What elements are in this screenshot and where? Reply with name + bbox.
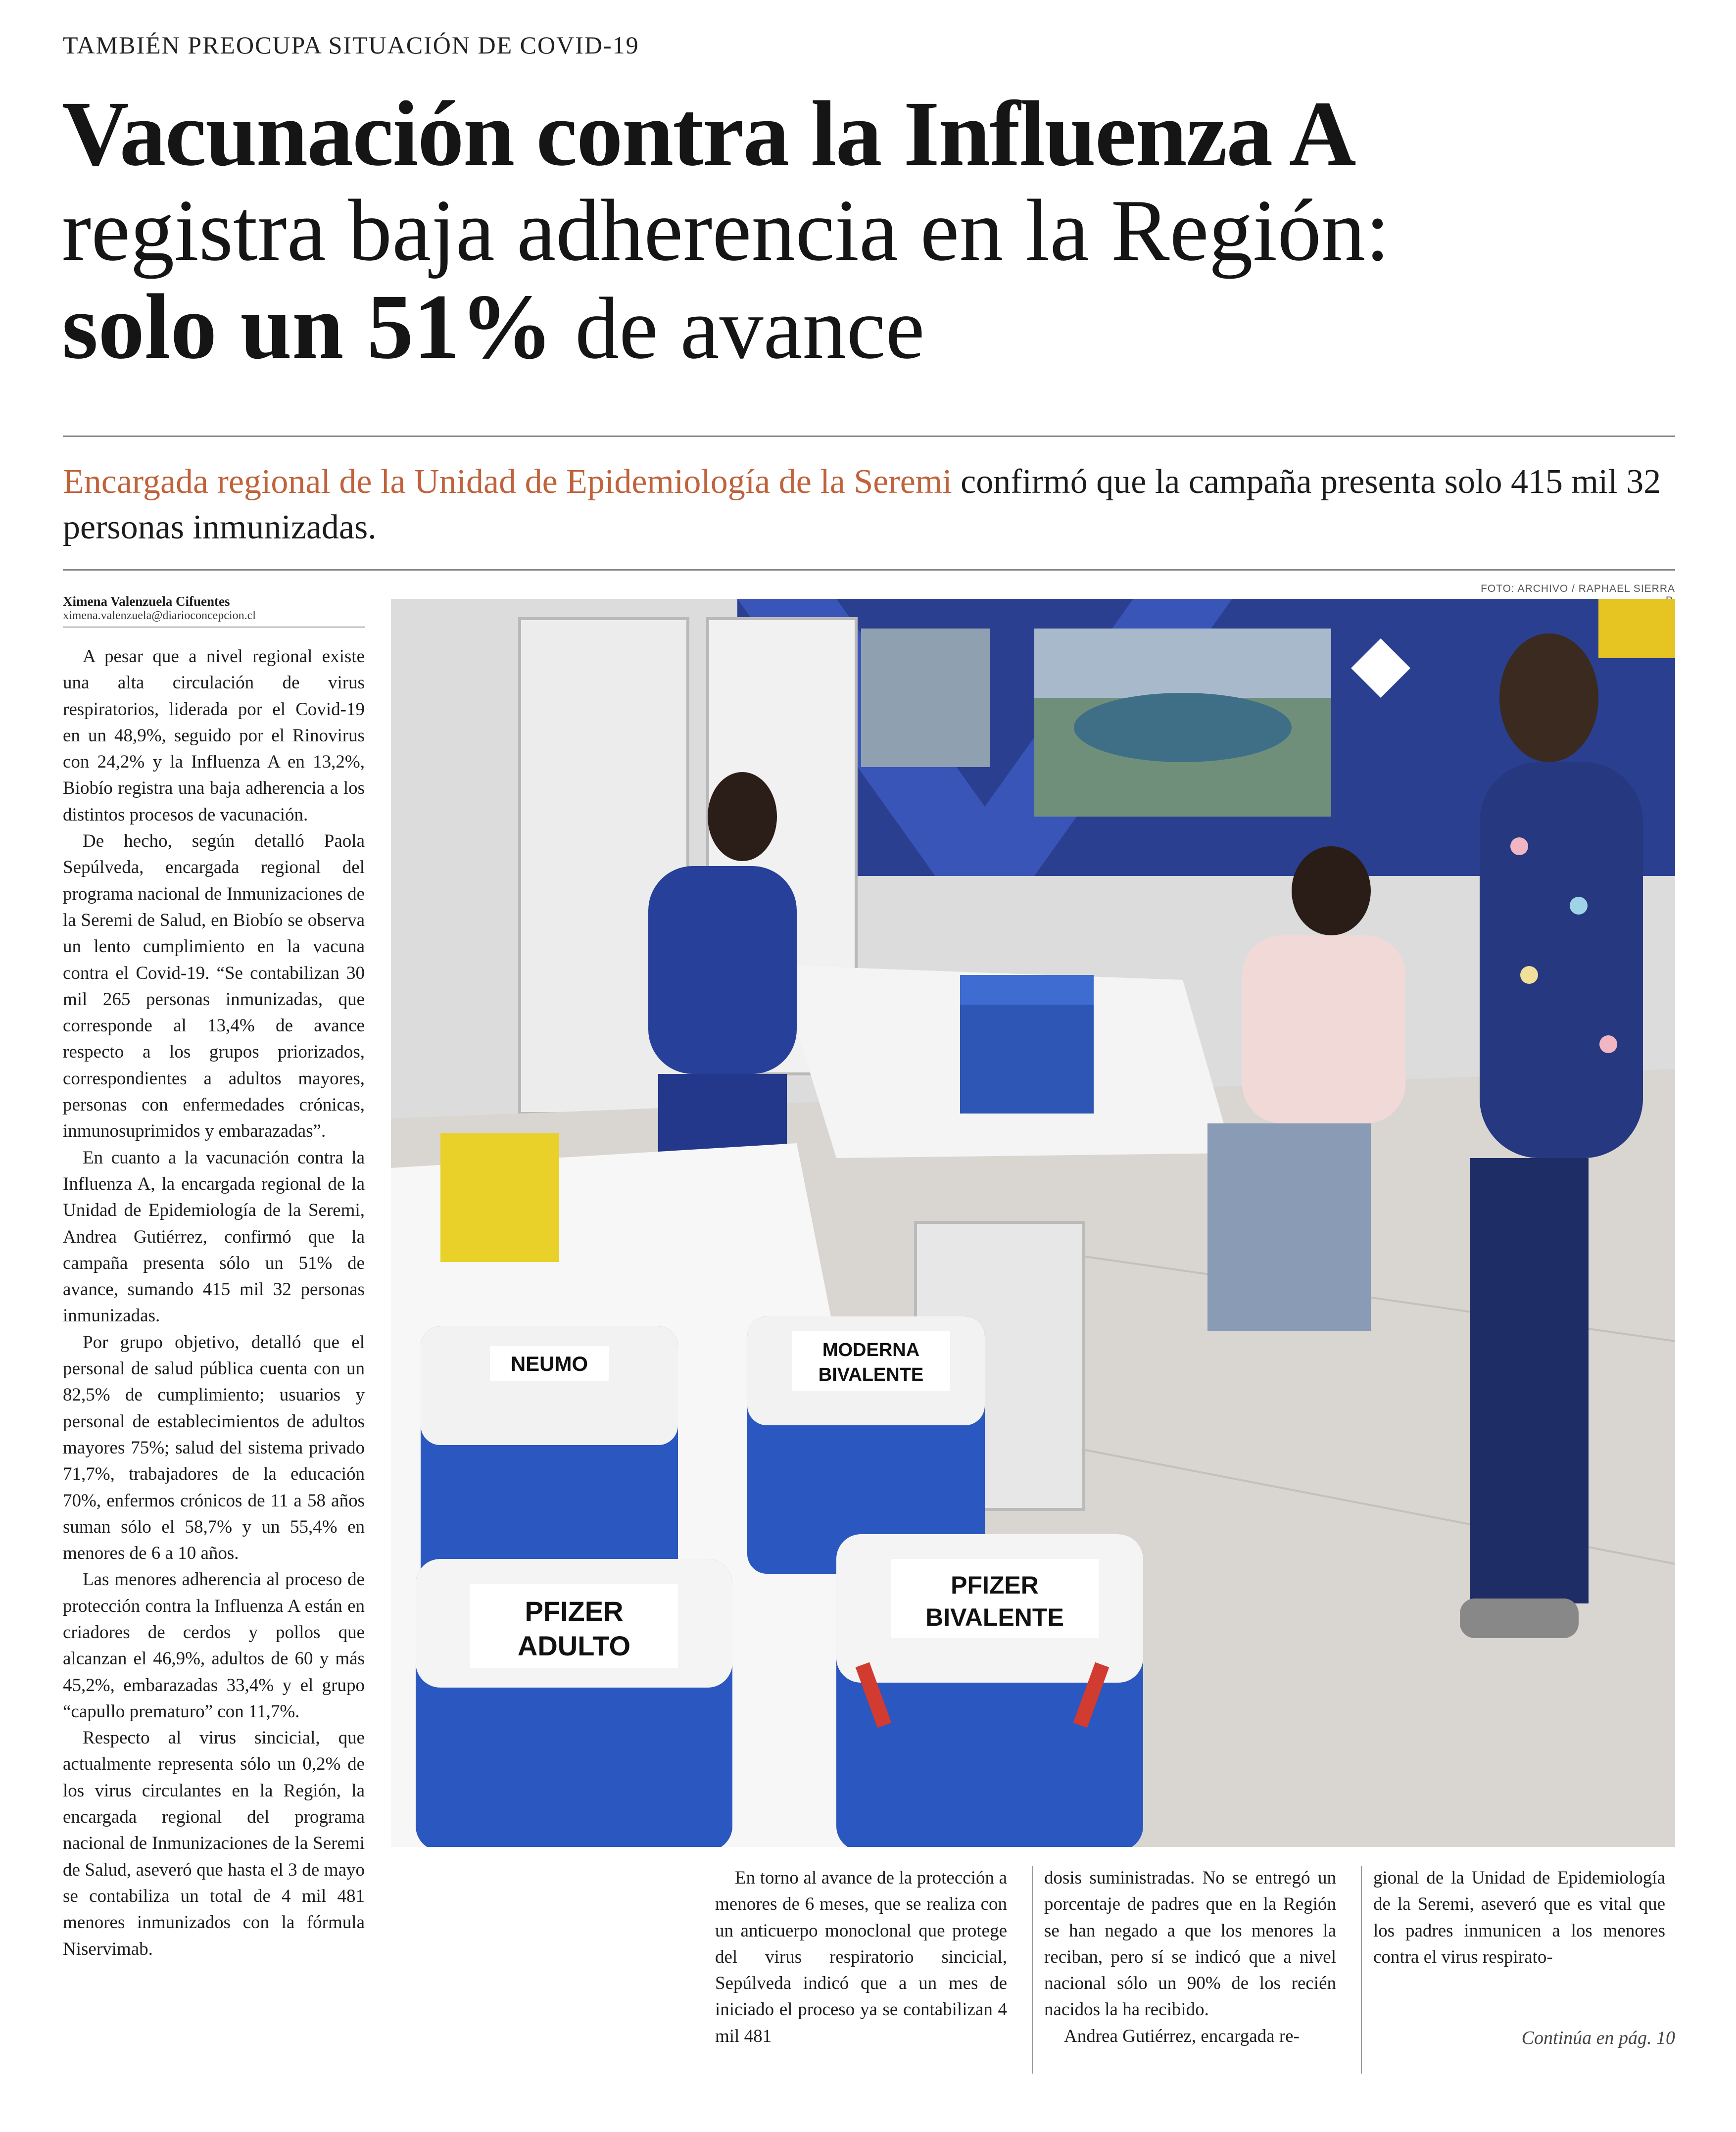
author-email: ximena.valenzuela@diarioconcepcion.cl	[63, 609, 365, 628]
photo-credit: FOTO: ARCHIVO / RAPHAEL SIERRA	[1481, 583, 1675, 594]
body-column-1	[63, 643, 365, 1962]
headline-tail: de avance	[553, 279, 925, 377]
byline	[63, 594, 365, 628]
deck-accent: Encargada regional de la Unidad de Epidemiología de la Seremi	[63, 463, 952, 501]
paragraph: gional de la Unidad de Epidemiología de la Seremi, aseveró que es vital que los padres inmunicen a los menores contra el virus respirato-	[1373, 1868, 1665, 1967]
column-divider	[1032, 1866, 1033, 2074]
cooler-label-pfizer-bivalente-2: BIVALENTE	[925, 1603, 1064, 1631]
headline-line-3	[62, 277, 1695, 405]
paragraph: A pesar que a nivel regional existe una alta circulación de virus respiratorios, liderada por el Covid-19 en un 48,9%, seguido por el Rinovirus con 24,2% y la Influenza A en 13,2%, Biobío registra una baja adherencia a los distintos procesos de vacunación.	[63, 646, 365, 825]
paragraph: Por grupo objetivo, detalló que el personal de salud pública cuenta con un 82,5% de cumplimiento; usuarios y personal de establecimientos de adultos mayores 75%; salud del sistema privado 71,7%, trabajadores de la educación 70%, enfermos crónicos de 11 a 58 años suman sólo el 58,7% y un 55,4% en menores de 6 a 10 años.	[63, 1332, 365, 1564]
headline	[62, 84, 1695, 405]
cooler-label-pfizer-bivalente-1: PFIZER	[951, 1571, 1039, 1599]
column-divider	[1361, 1866, 1362, 2074]
paragraph: Respecto al virus sincicial, que actualmente representa sólo un 0,2% de los virus circulantes en la Región, la encargada regional del programa nacional de Inmunizaciones de la Seremi de Salud, aseveró que hasta el 3 de mayo se contabiliza un total de 4 mil 481 menores inmunizados con la fórmula Niservimab.	[63, 1728, 365, 1959]
paragraph: En cuanto a la vacunación contra la Influenza A, la encargada regional de la Unidad de Epidemiología de la Seremi, Andrea Gutiérrez, confirmó que la campaña presenta sólo un 51% de avance, sumando 415 mil 32 personas inmunizadas.	[63, 1147, 365, 1326]
paragraph: De hecho, según detalló Paola Sepúlveda, encargada regional del programa nacional de Inmunizaciones de la Seremi de Salud, en Biobío se observa un lento cumplimiento en la vacuna contra el Covid-19. “Se contabilizan 30 mil 265 personas inmunizadas, que corresponde al 13,4% de avance respecto a los grupos priorizados, correspondientes a adultos mayores, personas con enfermedades crónicas, inmunosuprimidos y embarazadas”.	[63, 831, 365, 1142]
body-column-3	[1044, 1865, 1336, 2049]
headline-line-2: registra baja adherencia en la Región:	[62, 181, 1390, 279]
headline-emphasis: solo un 51%	[62, 275, 553, 378]
deck-text: confirmó que la campaña presenta solo 415 mil 32 personas inmunizadas.	[63, 463, 1661, 546]
body-column-2	[715, 1865, 1007, 2049]
paragraph: Andrea Gutiérrez, encargada re-	[1064, 2026, 1300, 2046]
deck	[63, 459, 1675, 550]
paragraph: dosis suministradas. No se entregó un porcentaje de padres que en la Región se han negado a que los menores la reciban, pero sí se indicó que a nivel nacional sólo un 90% de los recién nacidos la ha recibido.	[1044, 1868, 1336, 2020]
cooler-label-pfizer-adulto-1: PFIZER	[525, 1596, 624, 1627]
deck-rule	[63, 569, 1675, 571]
cooler-label-moderna-1: MODERNA	[822, 1340, 920, 1360]
cooler-label-moderna-2: BIVALENTE	[818, 1364, 924, 1385]
cooler-label-neumo: NEUMO	[510, 1352, 588, 1375]
kicker: TAMBIÉN PREOCUPA SITUACIÓN DE COVID-19	[63, 31, 639, 59]
headline-line-1: Vacunación contra la Influenza A	[62, 82, 1355, 185]
author-name: Ximena Valenzuela Cifuentes	[63, 594, 230, 609]
cooler-label-pfizer-adulto-2: ADULTO	[517, 1630, 631, 1661]
continued-on-page: Continúa en pág. 10	[1521, 2028, 1675, 2048]
news-photo	[391, 599, 1675, 1847]
top-rule	[63, 436, 1675, 437]
body-column-4	[1373, 1865, 1665, 1970]
paragraph: En torno al avance de la protección a menores de 6 meses, que se realiza con un anticuerpo monoclonal que protege del virus respiratorio sincicial, Sepúlveda indicó que a un mes de iniciado el proceso ya se contabilizan 4 mil 481	[715, 1868, 1007, 2046]
paragraph: Las menores adherencia al proceso de protección contra la Influenza A están en criadores de cerdos y pollos que alcanzan el 46,9%, adultos de 60 y más 45,2%, embarazadas 33,4% y el grupo “capullo prematuro” con 11,7%.	[63, 1569, 365, 1722]
